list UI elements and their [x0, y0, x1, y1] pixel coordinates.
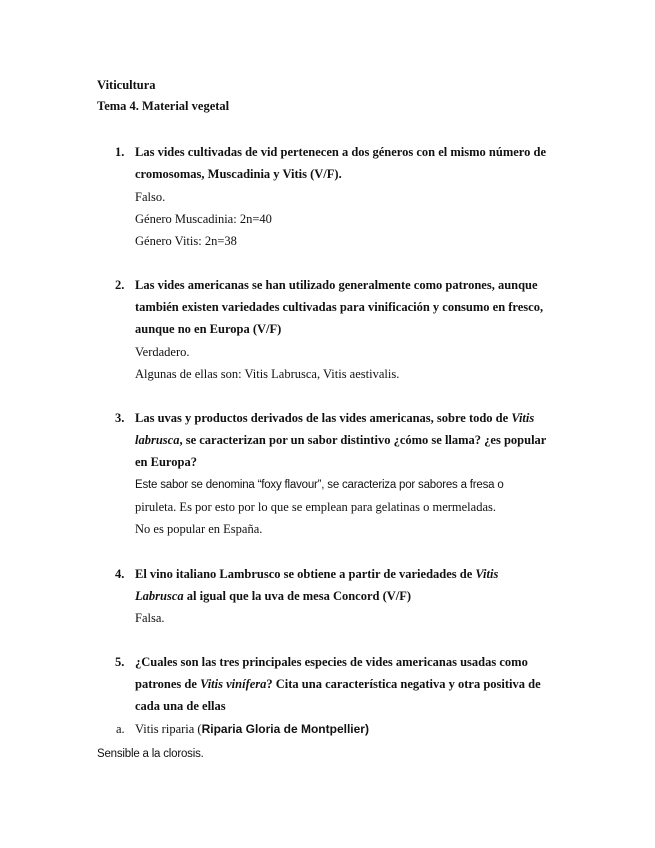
answer-3-line-1: Este sabor se denomina “foxy flavour”, se caracteriza por sabores a fresa o: [135, 479, 504, 491]
answer-1-line-1: Falso.: [135, 190, 166, 204]
answer-2-line-1: Verdadero.: [135, 345, 190, 359]
question-number-1: 1.: [115, 145, 125, 159]
answer-1-line-3: Género Vitis: 2n=38: [135, 234, 237, 248]
subject-title: Viticultura: [97, 78, 156, 92]
question-number-3: 3.: [115, 411, 125, 425]
answer-4-line-1: Falsa.: [135, 611, 165, 625]
question-2-line-2: también existen variedades cultivadas para vinificación y consumo en fresco,: [135, 300, 544, 314]
final-note: Sensible a la clorosis.: [97, 748, 204, 760]
subitem-a-text: Vitis riparia (Riparia Gloria de Montpellier): [135, 722, 369, 736]
answer-1-line-2: Género Muscadinia: 2n=40: [135, 212, 272, 226]
question-3-line-2: labrusca, se caracterizan por un sabor distintivo ¿cómo se llama? ¿es popular: [135, 433, 547, 447]
question-4-line-2: Labrusca al igual que la uva de mesa Concord (V/F): [135, 589, 412, 603]
question-2-line-3: aunque no en Europa (V/F): [135, 322, 282, 336]
topic-title: Tema 4. Material vegetal: [97, 99, 230, 113]
question-number-4: 4.: [115, 567, 125, 581]
question-1-line-2: cromosomas, Muscadinia y Vitis (V/F).: [135, 167, 342, 181]
subitem-letter-a: a.: [116, 722, 125, 736]
question-3-line-1: Las uvas y productos derivados de las vides americanas, sobre todo de Vitis: [135, 411, 535, 425]
answer-3-line-2: piruleta. Es por esto por lo que se emplean para gelatinas o mermeladas.: [135, 500, 496, 514]
answer-2-line-2: Algunas de ellas son: Vitis Labrusca, Vitis aestivalis.: [135, 367, 400, 381]
question-2-line-1: Las vides americanas se han utilizado generalmente como patrones, aunque: [135, 278, 538, 292]
answer-3-line-3: No es popular en España.: [135, 522, 263, 536]
question-number-5: 5.: [115, 655, 125, 669]
question-5-line-1: ¿Cuales son las tres principales especies de vides americanas usadas como: [135, 655, 528, 669]
question-5-line-2: patrones de Vitis vinífera? Cita una característica negativa y otra positiva de: [135, 677, 541, 691]
question-1-line-1: Las vides cultivadas de vid pertenecen a dos géneros con el mismo número de: [135, 145, 546, 159]
question-3-line-3: en Europa?: [135, 455, 197, 469]
question-4-line-1: El vino italiano Lambrusco se obtiene a partir de variedades de Vitis: [135, 567, 499, 581]
question-number-2: 2.: [115, 278, 125, 292]
question-5-line-3: cada una de ellas: [135, 699, 226, 713]
